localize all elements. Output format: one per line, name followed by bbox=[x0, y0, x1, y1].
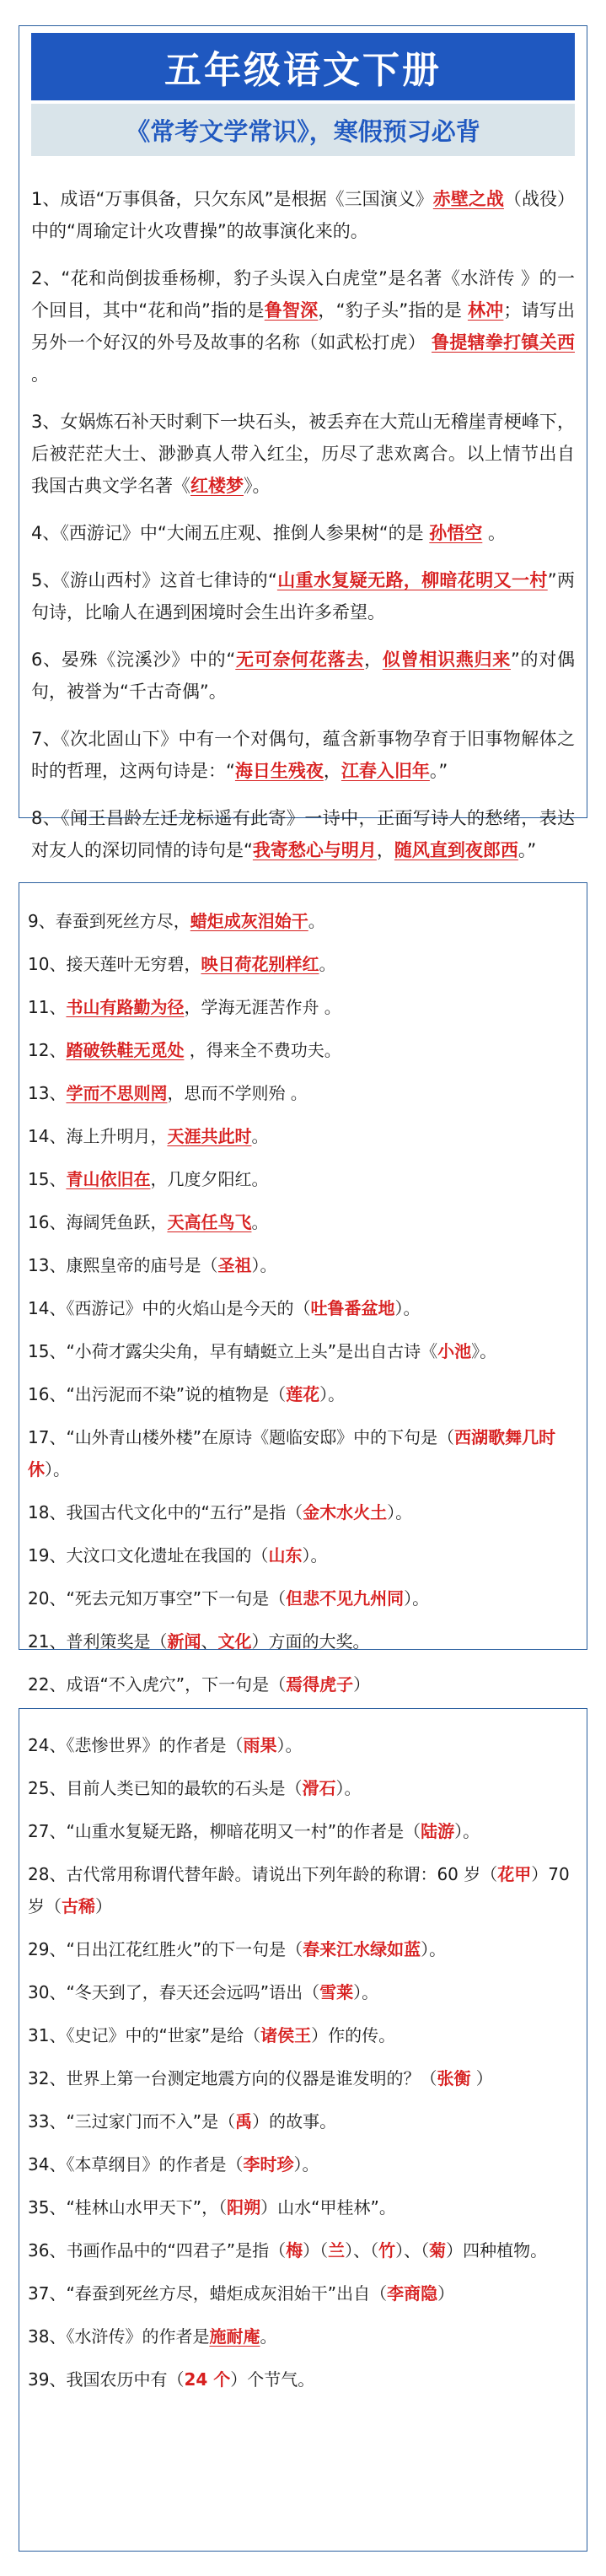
question-item bbox=[28, 2148, 577, 2180]
question-text: ） bbox=[353, 1674, 371, 1695]
answer-text: 江春入旧年 bbox=[341, 761, 430, 781]
question-text: ）方面的大奖。 bbox=[251, 1631, 370, 1652]
question-list-1 bbox=[31, 183, 575, 881]
question-text: ）四种植物。 bbox=[446, 2240, 548, 2261]
answer-text: 吐鲁番盆地 bbox=[310, 1298, 395, 1318]
answer-text: 花甲 bbox=[497, 1864, 532, 1884]
question-item bbox=[28, 1539, 577, 1571]
question-item bbox=[28, 2363, 577, 2395]
answer-text: 青山依旧在 bbox=[66, 1169, 151, 1189]
question-text: 19、大汶口文化遗址在我国的（ bbox=[28, 1545, 269, 1566]
question-item bbox=[28, 1077, 577, 1109]
question-text: ） bbox=[470, 2068, 493, 2088]
question-text: 。” bbox=[429, 761, 448, 781]
answer-text: 学而不思则罔 bbox=[66, 1083, 168, 1103]
answer-text: 蜡炬成灰泪始干 bbox=[190, 911, 308, 931]
question-text: 11、 bbox=[28, 997, 67, 1017]
question-text: 。 bbox=[260, 2326, 277, 2347]
question-item bbox=[28, 2277, 577, 2309]
question-text: 13、 bbox=[28, 1083, 67, 1103]
question-text: 。 bbox=[482, 523, 506, 543]
question-text: 、 bbox=[201, 1631, 218, 1652]
question-text: ）。 bbox=[387, 1502, 413, 1522]
question-text: 34、《本草纲目》的作者是（ bbox=[28, 2154, 244, 2175]
question-text: 10、接天莲叶无穷碧， bbox=[28, 954, 201, 974]
question-text: 39、我国农历中有（ bbox=[28, 2369, 185, 2390]
question-item bbox=[28, 1249, 577, 1281]
question-text: 。 bbox=[251, 1212, 269, 1232]
question-item bbox=[28, 1034, 577, 1066]
question-text: 。 bbox=[251, 1126, 269, 1146]
question-text: 14、《西游记》中的火焰山是今天的（ bbox=[28, 1298, 311, 1318]
question-item bbox=[31, 723, 575, 787]
answer-text: 圣祖 bbox=[217, 1255, 252, 1275]
answer-text: 但悲不见九州同 bbox=[286, 1588, 405, 1609]
answer-text: 我寄愁心与明月 bbox=[252, 840, 377, 860]
question-item bbox=[28, 1933, 577, 1965]
question-text: 21、普利策奖是（ bbox=[28, 1631, 168, 1652]
answer-text: 随风直到夜郎西 bbox=[394, 840, 518, 860]
answer-text: 书山有路勤为径 bbox=[66, 997, 185, 1017]
question-text: 。 bbox=[31, 364, 49, 385]
question-item bbox=[31, 262, 575, 391]
question-item bbox=[31, 644, 575, 708]
question-text: 15、 bbox=[28, 1169, 67, 1189]
question-item bbox=[28, 1378, 577, 1410]
question-text: 。 bbox=[308, 911, 325, 931]
question-item bbox=[28, 1120, 577, 1152]
question-text: 7、《次北固山下》中有一个对偶句，蕴含新事物孕育于旧事物解体之时的哲理，这两句诗是：“ bbox=[31, 729, 575, 781]
answer-text: 映日荷花别样红 bbox=[201, 954, 319, 974]
answer-text: 李时珍 bbox=[243, 2154, 294, 2175]
question-list-3 bbox=[28, 1729, 577, 2406]
question-item bbox=[28, 1206, 577, 1238]
question-text: 20、“死去元知万事空”下一句是（ bbox=[28, 1588, 287, 1609]
answer-text: 陆游 bbox=[421, 1821, 455, 1841]
question-text: ）。 bbox=[319, 1384, 346, 1404]
question-text: ）。 bbox=[251, 1255, 277, 1275]
question-item bbox=[28, 2105, 577, 2137]
question-text: ） bbox=[95, 1896, 112, 1916]
question-text: ）（ bbox=[303, 2240, 329, 2261]
answer-text: 兰 bbox=[328, 2240, 346, 2261]
question-item bbox=[28, 1815, 577, 1847]
answer-text: 莲花 bbox=[286, 1384, 320, 1404]
answer-text: 海日生残夜 bbox=[234, 761, 324, 781]
question-item bbox=[28, 905, 577, 937]
answer-text: 踏破铁鞋无觅处 bbox=[66, 1040, 185, 1060]
answer-text: 红楼梦 bbox=[190, 476, 244, 496]
answer-text: 滑石 bbox=[302, 1778, 336, 1798]
question-text: ）。 bbox=[302, 1545, 328, 1566]
question-text: 16、“出污泥而不染”说的植物是（ bbox=[28, 1384, 287, 1404]
question-text: ，学海无涯苦作舟 。 bbox=[184, 997, 341, 1017]
answer-text: 雨果 bbox=[243, 1735, 277, 1755]
answer-text: 鲁智深 bbox=[264, 300, 319, 321]
answer-text: 张衡 bbox=[437, 2068, 471, 2088]
answer-text: 鲁提辖拳打镇关西 bbox=[432, 332, 575, 353]
question-text: ） bbox=[437, 2283, 455, 2304]
answer-text: 山重水复疑无路，柳暗花明又一村 bbox=[276, 570, 548, 590]
answer-text: 似曾相识燕归来 bbox=[382, 649, 511, 670]
question-text: ”两句诗，比喻人在遇到困境时会生出许多希望。 bbox=[31, 570, 575, 622]
question-text: ）作的传。 bbox=[311, 2025, 396, 2045]
answer-text: 无可奈何花落去 bbox=[235, 649, 365, 670]
question-item bbox=[28, 1496, 577, 1528]
card-2 bbox=[19, 882, 587, 1695]
question-text: 22、成语“不入虎穴”，下一句是（ bbox=[28, 1674, 287, 1695]
question-item bbox=[31, 564, 575, 628]
question-text: 29、“日出江花红胜火”的下一句是（ bbox=[28, 1939, 303, 1959]
answer-text: 梅 bbox=[286, 2240, 303, 2261]
question-text: ，得来全不费功夫。 bbox=[184, 1040, 341, 1060]
answer-text: 文化 bbox=[217, 1631, 252, 1652]
question-text: 2、“花和尚倒拔垂杨柳，豹子头误入白虎堂”是名著《水浒传 》的一个回目，其中“花和尚”指的是 bbox=[31, 268, 575, 321]
question-text: ）。 bbox=[335, 1778, 362, 1798]
question-item bbox=[28, 1335, 577, 1367]
question-text: 5、《游山西村》这首七律诗的“ bbox=[31, 570, 277, 590]
question-text: 6、晏殊《浣溪沙》中的“ bbox=[31, 649, 236, 670]
question-text: 24、《悲惨世界》的作者是（ bbox=[28, 1735, 244, 1755]
question-text: ， bbox=[376, 840, 394, 860]
question-text: ）的故事。 bbox=[252, 2111, 337, 2131]
question-item bbox=[28, 2320, 577, 2352]
question-text: 》。 bbox=[471, 1341, 497, 1361]
question-item bbox=[28, 948, 577, 980]
question-item bbox=[28, 2019, 577, 2051]
question-text: 25、目前人类已知的最软的石头是（ bbox=[28, 1778, 303, 1798]
question-text: 30、“冬天到了，春天还会远吗”语出（ bbox=[28, 1982, 320, 2002]
page-title: 五年级语文下册 bbox=[31, 33, 575, 100]
answer-text: 阳朔 bbox=[227, 2197, 261, 2218]
question-text: ，思而不学则殆 。 bbox=[167, 1083, 308, 1103]
question-text: ）。 bbox=[45, 1459, 70, 1479]
question-text: 17、“山外青山楼外楼”在原诗《题临安邸》中的下句是（ bbox=[28, 1427, 455, 1447]
question-text: ）。 bbox=[454, 1821, 480, 1841]
question-item bbox=[28, 1582, 577, 1614]
question-item bbox=[28, 2062, 577, 2094]
question-text: ， bbox=[364, 649, 383, 670]
answer-text: 24 个 bbox=[184, 2369, 231, 2390]
answer-text: 施耐庵 bbox=[209, 2326, 260, 2347]
answer-text: 春来江水绿如蓝 bbox=[303, 1939, 421, 1959]
question-item bbox=[28, 1292, 577, 1324]
question-text: 35、“桂林山水甲天下”，（ bbox=[28, 2197, 228, 2218]
question-item bbox=[28, 1668, 577, 1700]
question-text: ）。 bbox=[293, 2154, 319, 2175]
question-text: 4、《西游记》中“大闹五庄观、推倒人参果树“的是 bbox=[31, 523, 430, 543]
question-item bbox=[28, 991, 577, 1023]
question-text: （战役）中的“周瑜定计火攻曹操”的故事演化来的。 bbox=[31, 189, 576, 241]
question-item bbox=[31, 802, 575, 866]
question-text: ，几度夕阳红。 bbox=[150, 1169, 269, 1189]
answer-text: 天涯共此时 bbox=[167, 1126, 252, 1146]
answer-text: 焉得虎子 bbox=[286, 1674, 354, 1695]
question-item bbox=[28, 1976, 577, 2008]
question-text: ）。 bbox=[394, 1298, 421, 1318]
question-item bbox=[28, 1421, 577, 1485]
question-text: 33、“三过家门而不入”是（ bbox=[28, 2111, 236, 2131]
question-text: 1、成语“万事俱备，只欠东风”是根据《三国演义》 bbox=[31, 189, 433, 209]
question-text: 15、“小荷才露尖尖角，早有蜻蜓立上头”是出自古诗《 bbox=[28, 1341, 438, 1361]
question-text: ）70 岁（ bbox=[28, 1864, 570, 1916]
answer-text: 李商隐 bbox=[387, 2283, 438, 2304]
question-item bbox=[28, 1858, 577, 1922]
question-text: 13、康熙皇帝的庙号是（ bbox=[28, 1255, 218, 1275]
answer-text: 菊 bbox=[429, 2240, 447, 2261]
question-text: ）山水“甲桂林”。 bbox=[260, 2197, 396, 2218]
question-text: ”的对偶句，被誉为“千古奇偶”。 bbox=[31, 649, 576, 702]
answer-text: 西湖歌舞几时休 bbox=[28, 1427, 556, 1479]
question-text: 28、古代常用称谓代替年龄。请说出下列年龄的称谓：60 岁（ bbox=[28, 1864, 498, 1884]
question-item bbox=[28, 2191, 577, 2223]
question-text: 3、女娲炼石补天时剩下一块石头，被丢弃在大荒山无稽崖青梗峰下，后被茫茫大士、渺渺真人带入红尘，历尽了悲欢离合。以上情节出自我国古典文学名著《 bbox=[31, 412, 575, 496]
answer-text: 赤壁之战 bbox=[432, 189, 504, 209]
question-text: ）。 bbox=[276, 1735, 303, 1755]
answer-text: 禹 bbox=[235, 2111, 253, 2131]
question-text: 。” bbox=[518, 840, 537, 860]
question-text: 9、春蚕到死丝方尽， bbox=[28, 911, 190, 931]
question-text: 14、海上升明月， bbox=[28, 1126, 168, 1146]
question-text: ）个节气。 bbox=[230, 2369, 315, 2390]
question-text: ）。 bbox=[353, 1982, 379, 2002]
question-item bbox=[31, 517, 575, 549]
question-text: ）、（ bbox=[345, 2240, 379, 2261]
question-text: ）、（ bbox=[395, 2240, 430, 2261]
answer-text: 诸侯王 bbox=[260, 2025, 312, 2045]
question-text: ， bbox=[323, 761, 341, 781]
question-text: 12、 bbox=[28, 1040, 67, 1060]
answer-text: 雪莱 bbox=[319, 1982, 354, 2002]
question-text: 31、《史记》中的“世家”是给（ bbox=[28, 2025, 261, 2045]
question-text: 》。 bbox=[244, 476, 271, 496]
answer-text: 天高任鸟飞 bbox=[167, 1212, 252, 1232]
question-text: 8、《闻王昌龄左迁龙标遥有此寄》一诗中，正面写诗人的愁绪，表达对友人的深切同情的诗句是“ bbox=[31, 808, 575, 860]
answer-text: 新闻 bbox=[167, 1631, 201, 1652]
question-text: 18、我国古代文化中的“五行”是指（ bbox=[28, 1502, 303, 1522]
question-text: ）。 bbox=[421, 1939, 447, 1959]
answer-text: 竹 bbox=[378, 2240, 396, 2261]
question-list-2 bbox=[28, 905, 577, 1754]
question-text: ）。 bbox=[404, 1588, 430, 1609]
question-text: 36、书画作品中的“四君子”是指（ bbox=[28, 2240, 287, 2261]
card-1 bbox=[19, 25, 587, 860]
answer-text: 山东 bbox=[268, 1545, 303, 1566]
question-text: ；请写出另外一个好汉的外号及故事的名称（如武松打虎） bbox=[31, 300, 576, 353]
question-item bbox=[31, 183, 575, 247]
question-item bbox=[28, 1625, 577, 1657]
answer-text: 林冲 bbox=[467, 300, 504, 321]
page-subtitle: 《常考文学常识》，寒假预习必背 bbox=[31, 104, 575, 156]
question-item bbox=[31, 406, 575, 502]
question-item bbox=[28, 1772, 577, 1804]
question-text: 32、世界上第一台测定地震方向的仪器是谁发明的？（ bbox=[28, 2068, 437, 2088]
question-text: 16、海阔凭鱼跃， bbox=[28, 1212, 168, 1232]
question-item bbox=[28, 1729, 577, 1761]
card-3 bbox=[19, 1708, 587, 2552]
question-text: ，“豹子头”指的是 bbox=[318, 300, 468, 321]
question-item bbox=[28, 2234, 577, 2266]
answer-text: 金木水火土 bbox=[303, 1502, 388, 1522]
answer-text: 孙悟空 bbox=[429, 523, 483, 543]
question-text: 。 bbox=[319, 954, 336, 974]
question-item bbox=[28, 1163, 577, 1195]
answer-text: 古稀 bbox=[62, 1896, 95, 1916]
question-text: 27、“山重水复疑无路，柳暗花明又一村”的作者是（ bbox=[28, 1821, 421, 1841]
question-text: 38、《水浒传》的作者是 bbox=[28, 2326, 210, 2347]
answer-text: 小池 bbox=[437, 1341, 472, 1361]
question-text: 37、“春蚕到死丝方尽，蜡炬成灰泪始干”出自（ bbox=[28, 2283, 388, 2304]
